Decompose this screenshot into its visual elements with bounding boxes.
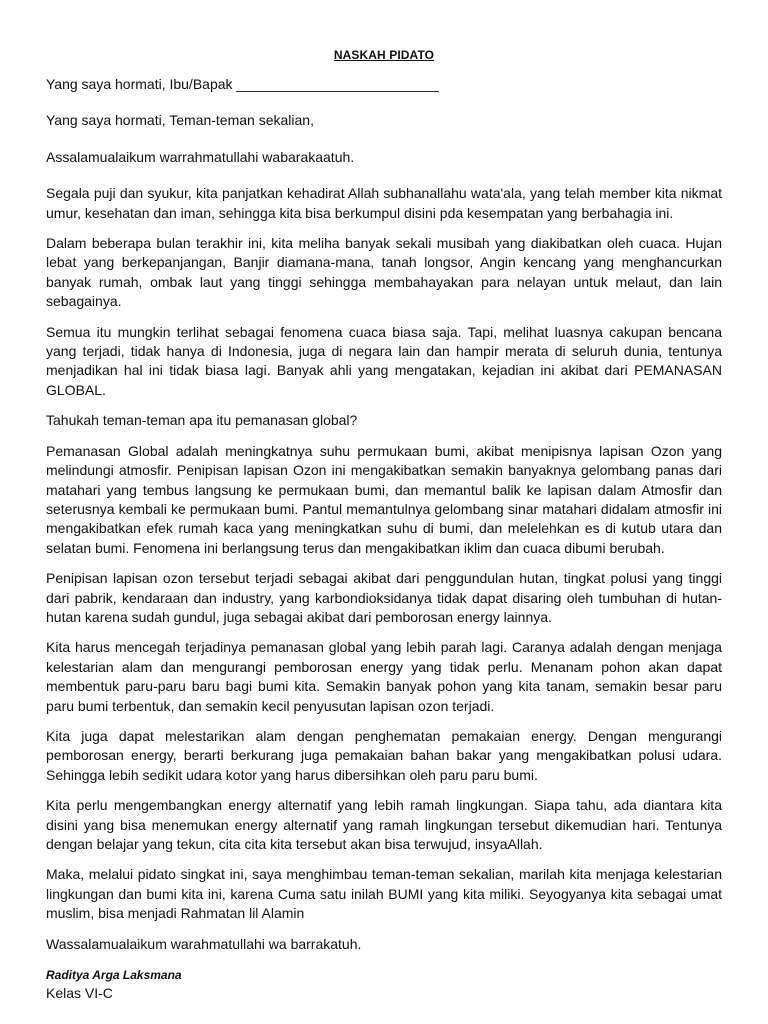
greeting-friends: Yang saya hormati, Teman-teman sekalian, bbox=[46, 112, 314, 129]
speech-document bbox=[46, 48, 722, 1003]
greeting-audience: Yang saya hormati, Ibu/Bapak __________________________ bbox=[46, 76, 439, 92]
paragraph-disasters: Dalam beberapa bulan terakhir ini, kita meliha banyak sekali musibah yang diakibatkan oleh cuaca. Hujan lebat yang berkepanjangan, Banjir diamana-mana, tanah longsor, Angin kencang yang menghancurkan banyak rumah, ombak laut yang tinggi sehingga membahayakan para nelayan untuk melaut, dan lain sebagainya. bbox=[46, 235, 722, 310]
author-name: Raditya Arga Laksmana bbox=[46, 968, 182, 983]
opening-salam: Assalamualaikum warrahmatullahi wabarakaatuh. bbox=[46, 148, 355, 165]
paragraph-ozon-depletion: Penipisan lapisan ozon tersebut terjadi sebagai akibat dari penggundulan hutan, tingkat polusi yang tinggi dari pabrik, kendaraan dan industry, yang karbondioksidanya tidak dapat disaring oleh tumbuhan di hutan-hutan karena sudah gundul, juga sebagai akibat dari pemborosan energy lainnya. bbox=[46, 570, 722, 625]
paragraph-alternative-energy: Kita perlu mengembangkan energy alternatif yang lebih ramah lingkungan. Siapa tahu, ada diantara kita disini yang bisa menemukan energy alternatif yang ramah lingkungan tersebut dikemudian hari. Tentunya dengan belajar yang tekun, cita cita kita tersebut akan bisa terwujud, insyaAllah. bbox=[46, 797, 722, 852]
paragraph-global-warming-cause: Semua itu mungkin terlihat sebagai fenomena cuaca biasa saja. Tapi, melihat luasnya cakupan bencana yang terjadi, tidak hanya di Indonesia, juga di negara lain dan hampir merata di seluruh dunia, tentunya menjadikan hal ini tidak biasa lagi. Banyak ahli yang mengatakan, kejadian ini akibat dari PEMANASAN GLOBAL. bbox=[46, 323, 722, 398]
paragraph-conclusion: Maka, melalui pidato singkat ini, saya menghimbau teman-teman sekalian, marilah kita menjaga kelestarian lingkungan dan bumi kita ini, karena Cuma satu inilah BUMI yang kita miliki. Seyogyanya kita sebagai umat muslim, bisa menjadi Rahmatan lil Alamin bbox=[46, 866, 722, 922]
paragraph-definition: Pemanasan Global adalah meningkatnya suhu permukaan bumi, akibat menipisnya lapisan Ozon yang melindungi atmosfir. Penipisan lapisan Ozon ini mengakibatkan semakin banyaknya gelombang panas dari matahari yang tembus langsung ke permukaan bumi, dan memantul balik ke lapisan dalam Atmosfir dan seterusnya kembali ke permukaan bumi. Pantul memantulnya gelombang sinar matahari didalam atmosfir ini mengakibatkan efek rumah kaca yang meningkatkan suhu di bumi, dan melelehkan es di kutub utara dan selatan bumi. Fenomena ini berlangsung terus dan mengakibatkan iklim dan cuaca dibumi berubah. bbox=[46, 442, 722, 556]
closing-salam: Wassalamualaikum warahmatullahi wa barrakatuh. bbox=[46, 935, 362, 952]
paragraph-energy-saving: Kita juga dapat melestarikan alam dengan penghematan pemakaian energy. Dengan mengurangi pemborosan energy, berarti berkurang juga pemakaian bahan bakar yang mengakibatkan polusi udara. Sehingga lebih sedikit udara kotor yang harus dibersihkan oleh paru paru bumi. bbox=[46, 727, 722, 783]
paragraph-gratitude: Segala puji dan syukur, kita panjatkan kehadirat Allah subhanallahu wata'ala, yang telah member kita nikmat umur, kesehatan dan iman, sehingga kita bisa berkumpul disini pda kesempatan yang berbahagia ini. bbox=[46, 185, 722, 221]
paragraph-prevention: Kita harus mencegah terjadinya pemanasan global yang lebih parah lagi. Caranya adalah dengan menjaga kelestarian alam dan mengurangi pemborosan energy yang tidak perlu. Menanam pohon akan dapat membentuk paru-paru baru bagi bumi kita. Semakin banyak pohon yang kita tanam, semakin besar paru paru bumi terbentuk, dan semakin kecil penyusutan lapisan ozon terjadi. bbox=[46, 639, 722, 714]
author-class: Kelas VI-C bbox=[46, 985, 113, 1002]
document-title: NASKAH PIDATO bbox=[333, 48, 435, 62]
paragraph-question: Tahukah teman-teman apa itu pemanasan global? bbox=[46, 412, 358, 429]
